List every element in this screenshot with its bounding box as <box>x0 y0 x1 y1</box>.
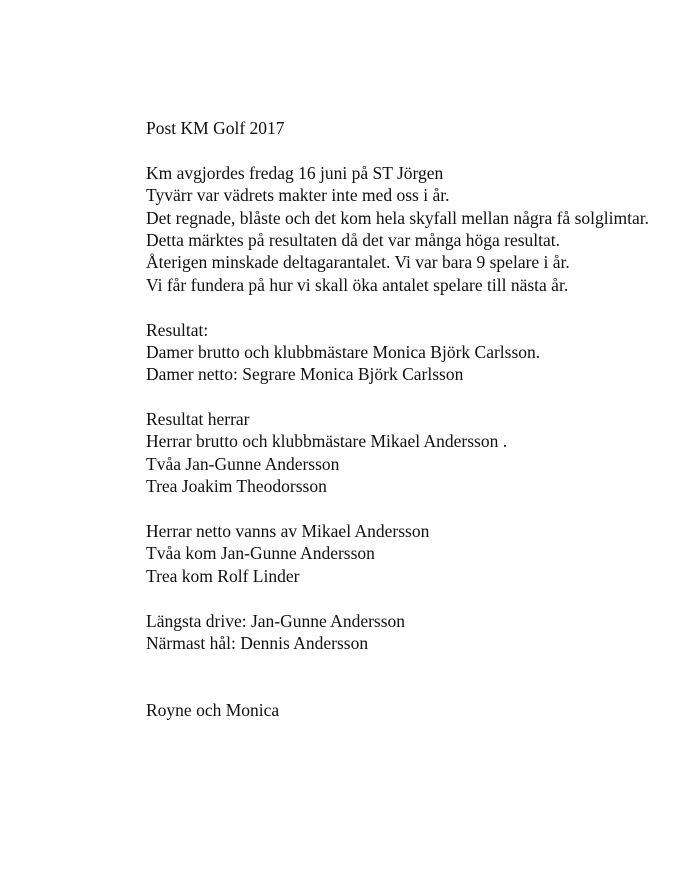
spacer <box>146 654 649 699</box>
spacer <box>146 386 649 408</box>
intro-line: Vi får fundera på hur vi skall öka antalet spelare till nästa år. <box>146 274 569 295</box>
result-line: Trea kom Rolf Linder <box>146 565 300 586</box>
result-line: Damer netto: Segrare Monica Björk Carlsson <box>146 364 464 385</box>
result-line: Tvåa kom Jan-Gunne Andersson <box>146 543 375 564</box>
prize-line: Längsta drive: Jan-Gunne Andersson <box>146 610 406 631</box>
document-body <box>146 117 649 722</box>
signature: Royne och Monica <box>146 700 280 721</box>
prize-line: Närmast hål: Dennis Andersson <box>146 632 369 653</box>
intro-line: Tyvärr var vädrets makter inte med oss i år. <box>146 185 450 206</box>
intro-line: Återigen minskade deltagarantalet. Vi var bara 9 spelare i år. <box>146 252 570 273</box>
result-line: Herrar brutto och klubbmästare Mikael Andersson . <box>146 431 508 452</box>
intro-line: Det regnade, blåste och det kom hela skyfall mellan några få solglimtar. <box>146 207 649 228</box>
spacer <box>146 587 649 609</box>
results-men-net <box>146 520 649 587</box>
results-heading: Resultat herrar <box>146 409 250 430</box>
results-ladies <box>146 319 649 386</box>
result-line: Tvåa Jan-Gunne Andersson <box>146 453 340 474</box>
result-line: Trea Joakim Theodorsson <box>146 476 327 497</box>
intro-paragraph <box>146 162 649 296</box>
document-title: Post KM Golf 2017 <box>146 118 285 138</box>
special-prizes <box>146 610 649 655</box>
spacer <box>146 498 649 520</box>
intro-line: Km avgjordes fredag 16 juni på ST Jörgen <box>146 162 444 183</box>
spacer <box>146 139 649 161</box>
result-line: Herrar netto vanns av Mikael Andersson <box>146 521 430 542</box>
results-heading: Resultat: <box>146 319 209 340</box>
intro-line: Detta märktes på resultaten då det var många höga resultat. <box>146 229 561 250</box>
result-line: Damer brutto och klubbmästare Monica Björk Carlsson. <box>146 341 541 362</box>
spacer <box>146 296 649 318</box>
results-men-gross <box>146 408 649 498</box>
